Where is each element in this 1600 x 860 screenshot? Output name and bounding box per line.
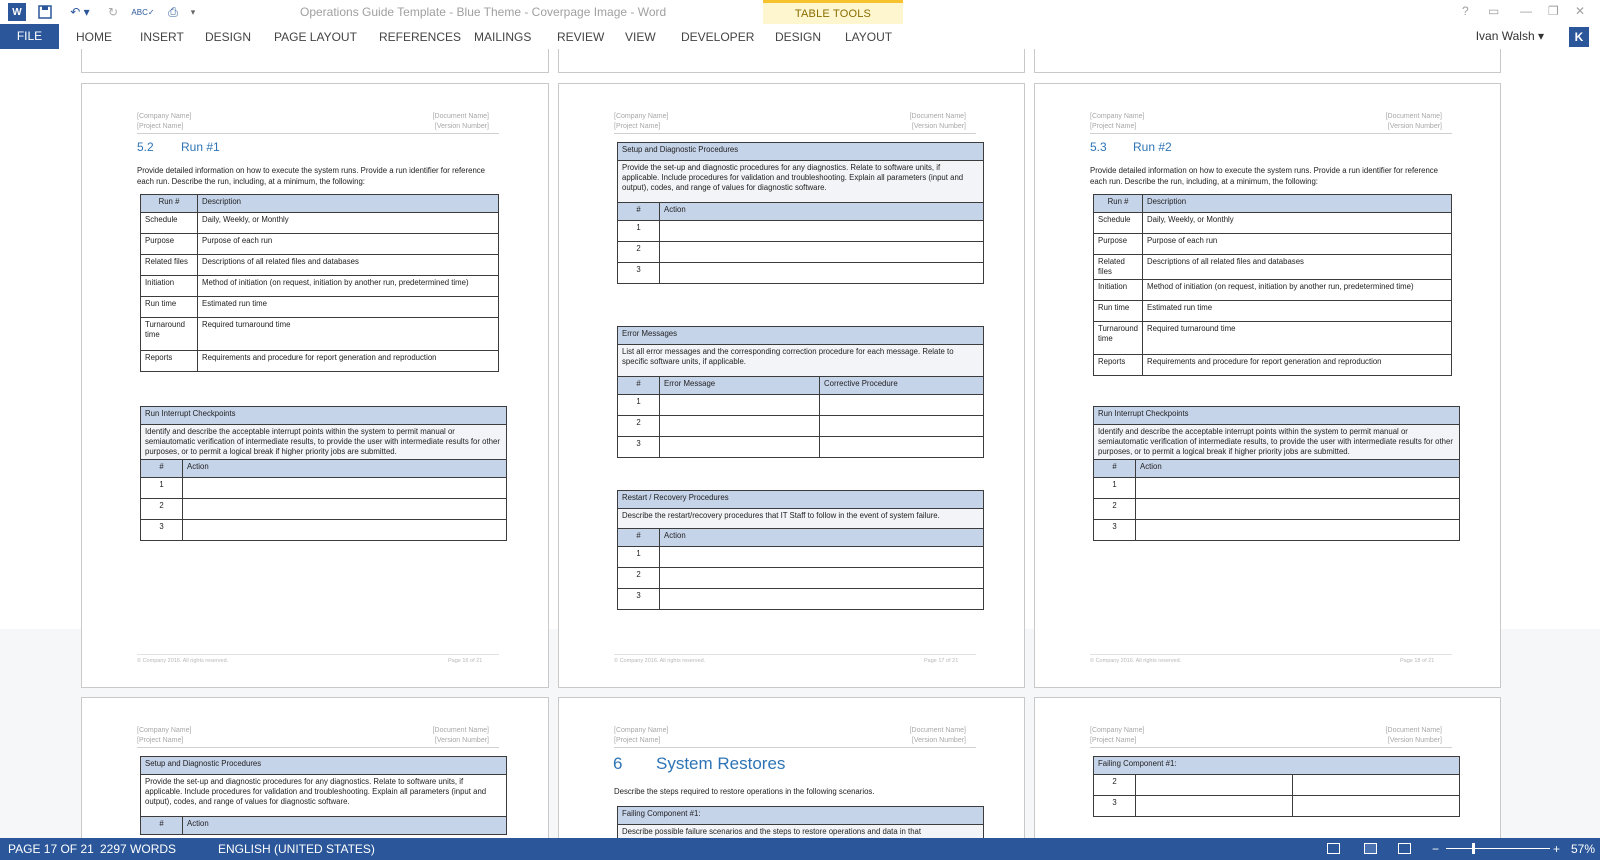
customize-toolbar-icon[interactable]: ▾	[190, 6, 196, 17]
footer-page: Page 18 of 21	[1400, 658, 1435, 664]
section-number: 6	[613, 754, 623, 773]
checkpoints-table[interactable]: Run Interrupt Checkpoints Identify and describe the acceptable interrupt points within the system to permit manual or semiautomatic verification of intermediate results, to provide the user with intermediate results for other purposes, or to permit a logical break if higher priority jobs are submitted. # Action 1 2 3	[140, 406, 507, 541]
header-company: [Company Name] [Project Name]	[137, 113, 192, 130]
language[interactable]: ENGLISH (UNITED STATES)	[218, 842, 375, 856]
page-16	[81, 83, 549, 688]
section-number: 5.2	[137, 140, 154, 154]
page-edge	[558, 49, 1025, 73]
section-title: System Restores	[656, 754, 786, 773]
header-document: [Document Name] [Version Number]	[909, 113, 966, 130]
minimize-icon[interactable]: —	[1520, 4, 1532, 18]
header-rule	[137, 133, 499, 134]
close-icon[interactable]: ✕	[1575, 4, 1586, 18]
tab-page-layout[interactable]: PAGE LAYOUT	[274, 30, 357, 44]
header-document: [Document Name] [Version Number]	[909, 727, 966, 744]
header-rule	[614, 133, 976, 134]
avatar[interactable]: K	[1569, 27, 1589, 47]
section-title: Run #1	[181, 140, 220, 154]
restart-table[interactable]: Restart / Recovery Procedures Describe the restart/recovery procedures that IT Staff to follow in the event of system failure. # Action 1 2 3	[617, 490, 984, 610]
run-intro: Provide detailed information on how to execute the system runs. Provide a run identifier for reference each run. Describe the run, including, at a minimum, the following:	[137, 166, 486, 186]
zoom-in-icon[interactable]: +	[1553, 842, 1561, 856]
footer-copyright: © Company 2016. All rights reserved.	[614, 658, 706, 664]
user-name[interactable]: Ivan Walsh ▾	[1475, 29, 1544, 43]
page-19	[81, 697, 549, 838]
tab-design[interactable]: DESIGN	[205, 30, 252, 44]
header-rule	[1090, 133, 1452, 134]
footer-page: Page 16 of 21	[448, 658, 483, 664]
header-company: [Company Name] [Project Name]	[614, 113, 669, 130]
user-name-label: Ivan Walsh	[1475, 29, 1535, 43]
header-rule	[137, 747, 499, 748]
tab-home[interactable]: HOME	[76, 30, 112, 44]
page-17	[558, 83, 1025, 688]
tab-references[interactable]: REFERENCES	[379, 30, 462, 44]
failing-component-table[interactable]: Failing Component #1: Describe possible failure scenarios and the steps to restore operations and data in that	[617, 806, 984, 838]
page-21	[1034, 697, 1501, 838]
page-edge	[81, 49, 549, 73]
page-edge	[1034, 49, 1501, 73]
restores-intro: Describe the steps required to restore operations in the following scenarios.	[614, 787, 875, 796]
section-number: 5.3	[1090, 140, 1107, 154]
header-company: [Company Name] [Project Name]	[137, 727, 192, 744]
file-tab[interactable]: FILE	[0, 24, 59, 49]
word-app-icon[interactable]: W	[8, 3, 26, 21]
table-tools-label: TABLE TOOLS	[794, 8, 872, 20]
run-table[interactable]: Run # Description Schedule Daily, Weekly, or Monthly Purpose Purpose of each run Related files Descriptions of all related files and databases Initiation Method of initiation (on request, initiation by another run, predetermined time) Run time Estimated run time Turnaround time Required turnaround time Reports Requirements and procedure for report generation and reproduction	[140, 194, 499, 372]
header-company: [Company Name] [Project Name]	[614, 727, 669, 744]
header-document: [Document Name] [Version Number]	[1385, 727, 1442, 744]
checkpoints-table[interactable]: Run Interrupt Checkpoints Identify and describe the acceptable interrupt points within the system to permit manual or semiautomatic verification of intermediate results, to provide the user with intermediate results for other purposes, or to permit a logical break if higher priority jobs are submitted. # Action 1 2 3	[1093, 406, 1460, 541]
zoom-out-icon[interactable]: −	[1432, 842, 1440, 856]
header-document: [Document Name] [Version Number]	[432, 113, 489, 130]
redo-icon[interactable]: ↻	[107, 5, 119, 19]
word-count[interactable]: 2297 WORDS	[100, 842, 177, 856]
zoom-level[interactable]: 57%	[1571, 842, 1596, 856]
header-document: [Document Name] [Version Number]	[432, 727, 489, 744]
section-title: Run #2	[1133, 140, 1172, 154]
failing-component-table[interactable]: Failing Component #1: 2 3	[1093, 756, 1460, 817]
header-company: [Company Name] [Project Name]	[1090, 727, 1145, 744]
print-preview-icon[interactable]: ⎙	[168, 4, 178, 19]
spelling-icon[interactable]: ABC✓	[131, 7, 155, 17]
footer-page: Page 17 of 21	[924, 658, 959, 664]
ribbon-tabs	[0, 24, 1600, 49]
error-messages-table[interactable]: Error Messages List all error messages and the corresponding correction procedure for each message. Relate to specific software units, if applicable. # Error Message Corrective Procedure 1 2 3	[617, 326, 984, 458]
page-count[interactable]: PAGE 17 OF 21	[8, 842, 94, 856]
restore-icon[interactable]: ❐	[1548, 4, 1559, 18]
tab-view[interactable]: VIEW	[625, 30, 656, 44]
header-document: [Document Name] [Version Number]	[1385, 113, 1442, 130]
ribbon-display-icon[interactable]: ▭	[1488, 4, 1500, 18]
tab-review[interactable]: REVIEW	[557, 30, 605, 44]
run-intro: Provide detailed information on how to execute the system runs. Provide a run identifier for reference each run. Describe the run, including, at a minimum, the following:	[1090, 166, 1439, 186]
help-icon[interactable]: ?	[1462, 4, 1469, 18]
footer-copyright: © Company 2016. All rights reserved.	[1090, 658, 1182, 664]
read-mode-icon[interactable]	[1327, 843, 1340, 854]
setup-table[interactable]: Setup and Diagnostic Procedures Provide the set-up and diagnostic procedures for any diagnostics. Relate to software units, if applicable. Include procedures for validation and troubleshooting. Explain all parameters (input and output), codes, and range of values for diagnostic software. # Action 1 2 3	[617, 142, 984, 284]
header-rule	[1090, 747, 1452, 748]
tab-mailings[interactable]: MAILINGS	[474, 30, 532, 44]
run-table[interactable]: Run # Description Schedule Daily, Weekly, or Monthly Purpose Purpose of each run Related files Descriptions of all related files and databases Initiation Method of initiation (on request, initiation by another run, predetermined time) Run time Estimated run time Turnaround time Required turnaround time Reports Requirements and procedure for report generation and reproduction	[1093, 194, 1452, 376]
document-area[interactable]	[0, 49, 1600, 838]
zoom-slider-thumb[interactable]	[1472, 843, 1475, 854]
footer-copyright: © Company 2016. All rights reserved.	[137, 658, 229, 664]
undo-icon[interactable]: ↶ ▾	[70, 5, 90, 19]
tab-developer[interactable]: DEVELOPER	[681, 30, 755, 44]
header-rule	[614, 747, 976, 748]
page-18	[1034, 83, 1501, 688]
footer-rule	[137, 654, 499, 655]
status-bar	[0, 838, 1600, 860]
tab-insert[interactable]: INSERT	[140, 30, 184, 44]
tab-table-design[interactable]: DESIGN	[775, 30, 822, 44]
tab-table-layout[interactable]: LAYOUT	[845, 30, 893, 44]
page-20	[558, 697, 1025, 838]
zoom-slider[interactable]	[1446, 848, 1550, 849]
web-layout-icon[interactable]	[1398, 843, 1411, 854]
footer-rule	[1090, 654, 1452, 655]
window-title: Operations Guide Template - Blue Theme - Coverpage Image - Word	[300, 5, 667, 19]
print-layout-icon[interactable]	[1364, 843, 1377, 854]
header-company: [Company Name] [Project Name]	[1090, 113, 1145, 130]
setup-table[interactable]: Setup and Diagnostic Procedures Provide the set-up and diagnostic procedures for any diagnostics. Relate to software units, if applicable. Include procedures for validation and troubleshooting. Explain all parameters (input and output), codes, and range of values for diagnostic software. # Action	[140, 756, 507, 835]
footer-rule	[614, 654, 976, 655]
save-icon[interactable]	[36, 3, 54, 21]
